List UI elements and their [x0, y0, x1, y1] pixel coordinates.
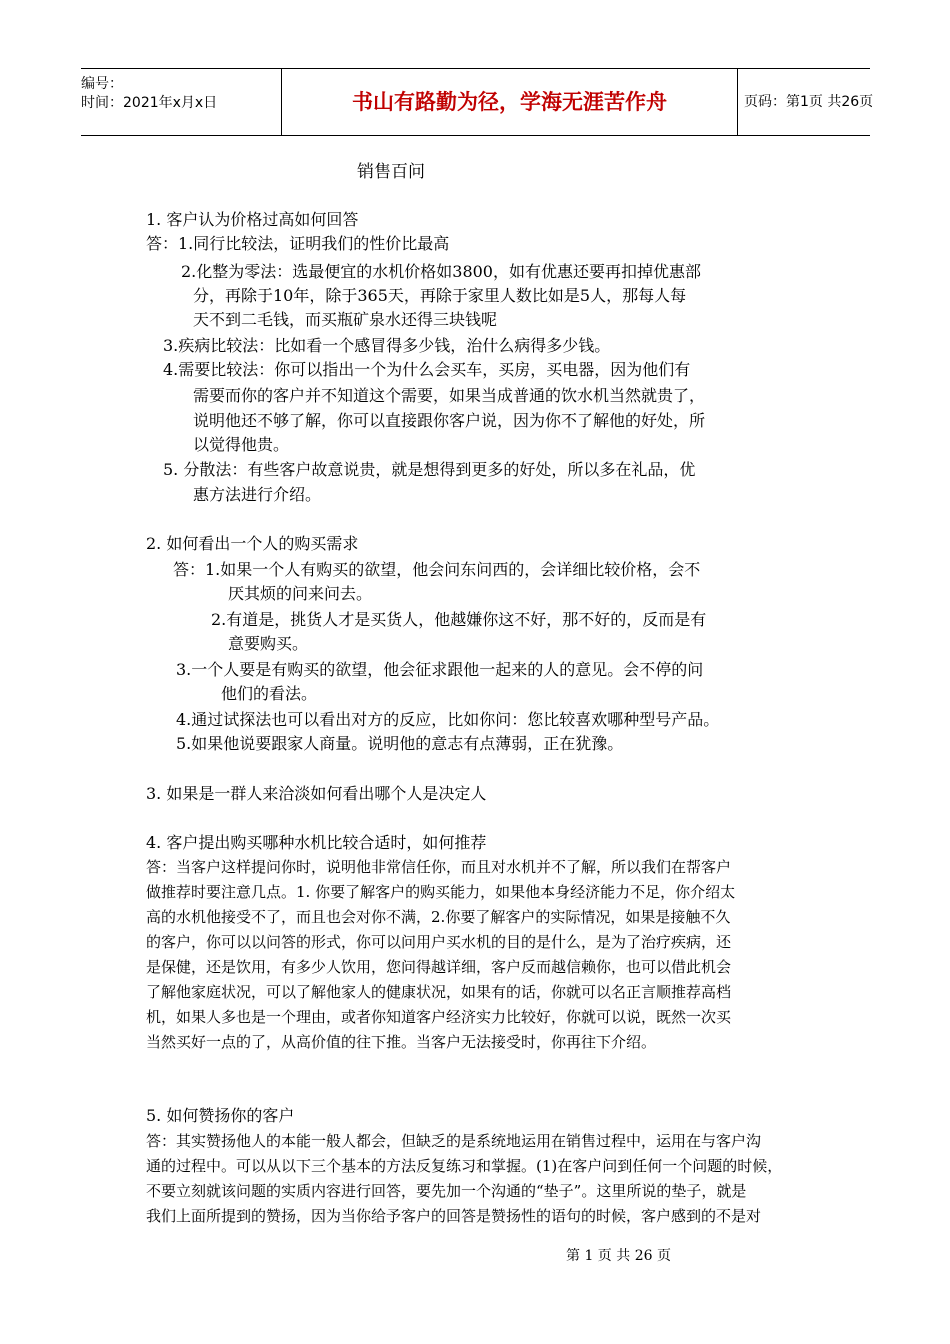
answer-line: 4.需要比较法：你可以指出一个为什么会买车，买房，买电器，因为他们有	[163, 360, 691, 379]
answer-line: 需要而你的客户并不知道这个需要，如果当成普通的饮水机当然就贵了，	[193, 386, 706, 405]
page-footer: 第 1 页 共 26 页	[566, 1248, 671, 1264]
question-5-heading: 5. 如何赞扬你的客户	[146, 1106, 295, 1125]
answer-line: 答：1.同行比较法，证明我们的性价比最高	[146, 234, 450, 253]
answer-line: 是保健，还是饮用，有多少人饮用，您问得越详细，客户反而越信赖你，也可以借此机会	[146, 958, 732, 976]
header-meta	[81, 69, 281, 135]
answer-line: 当然买好一点的了，从高价值的往下推。当客户无法接受时，你再往下介绍。	[146, 1033, 657, 1051]
answer-line: 他们的看法。	[221, 684, 318, 703]
header-page-number: 页码：第1页 共26页	[744, 94, 874, 110]
answer-line: 答：1.如果一个人有购买的欲望，他会问东问西的，会详细比较价格，会不	[173, 560, 701, 579]
header-motto-cell	[281, 69, 738, 135]
question-2-heading: 2. 如何看出一个人的购买需求	[146, 534, 359, 553]
question-3-heading: 3. 如果是一群人来洽淡如何看出哪个人是决定人	[146, 784, 487, 803]
answer-line: 分，再除于10年，除于365天，再除于家里人数比如是5人，那每人每	[193, 286, 687, 305]
answer-line: 说明他还不够了解，你可以直接跟你客户说，因为你不了解他的好处，所	[193, 411, 706, 430]
answer-line: 我们上面所提到的赞扬，因为当你给予客户的回答是赞扬性的语句的时候，客户感到的不是对	[146, 1207, 762, 1225]
document-number-label: 编号：	[81, 76, 123, 92]
answer-line: 5.如果他说要跟家人商量。说明他的意志有点薄弱，正在犹豫。	[176, 734, 624, 753]
answer-line: 厌其烦的问来问去。	[228, 584, 373, 603]
answer-line: 答：当客户这样提问你时，说明他非常信任你，而且对水机并不了解，所以我们在帮客户	[146, 858, 732, 876]
answer-line: 惠方法进行介绍。	[193, 485, 322, 504]
page-header	[81, 68, 874, 136]
answer-line: 了解他家庭状况，可以了解他家人的健康状况，如果有的话，你就可以名正言顺推荐高档	[146, 983, 732, 1001]
question-4-heading: 4. 客户提出购买哪种水机比较合适时，如何推荐	[146, 833, 487, 852]
document-title: 销售百问	[357, 162, 425, 182]
answer-line: 做推荐时要注意几点。1. 你要了解客户的购买能力，如果他本身经济能力不足，你介绍太	[146, 883, 736, 901]
answer-line: 以觉得他贵。	[193, 435, 290, 454]
answer-line: 2.有道是，挑货人才是买货人，他越嫌你这不好，那不好的，反而是有	[211, 610, 707, 629]
answer-line: 3.一个人要是有购买的欲望，他会征求跟他一起来的人的意见。会不停的问	[176, 660, 704, 679]
answer-line: 意要购买。	[228, 634, 309, 653]
document-date-label: 时间：2021年x月x日	[81, 95, 218, 111]
answer-line: 4.通过试探法也可以看出对方的反应，比如你问：您比较喜欢哪种型号产品。	[176, 710, 720, 729]
answer-line: 高的水机他接受不了，而且也会对你不满，2.你要了解客户的实际情况，如果是接触不久	[146, 908, 731, 926]
header-motto: 书山有路勤为径，学海无涯苦作舟	[352, 90, 667, 114]
answer-line: 5. 分散法：有些客户故意说贵，就是想得到更多的好处，所以多在礼品，优	[163, 460, 696, 479]
answer-line: 的客户，你可以以问答的形式，你可以问用户买水机的目的是什么，是为了治疗疾病，还	[146, 933, 732, 951]
question-1-heading: 1. 客户认为价格过高如何回答	[146, 210, 359, 229]
answer-line: 通的过程中。可以从以下三个基本的方法反复练习和掌握。(1)在客户问到任何一个问题的时候，	[146, 1157, 783, 1175]
answer-line: 机，如果人多也是一个理由，或者你知道客户经济实力比较好，你就可以说，既然一次买	[146, 1008, 732, 1026]
answer-line: 天不到二毛钱，而买瓶矿泉水还得三块钱呢	[193, 310, 498, 329]
answer-line: 2.化整为零法：选最便宜的水机价格如3800，如有优惠还要再扣掉优惠部	[181, 262, 701, 281]
answer-line: 3.疾病比较法：比如看一个感冒得多少钱，治什么病得多少钱。	[163, 336, 611, 355]
answer-line: 不要立刻就该问题的实质内容进行回答，要先加一个沟通的“垫子”。这里所说的垫子，就是	[146, 1182, 747, 1200]
answer-line: 答：其实赞扬他人的本能一般人都会，但缺乏的是系统地运用在销售过程中，运用在与客户沟	[146, 1132, 762, 1150]
